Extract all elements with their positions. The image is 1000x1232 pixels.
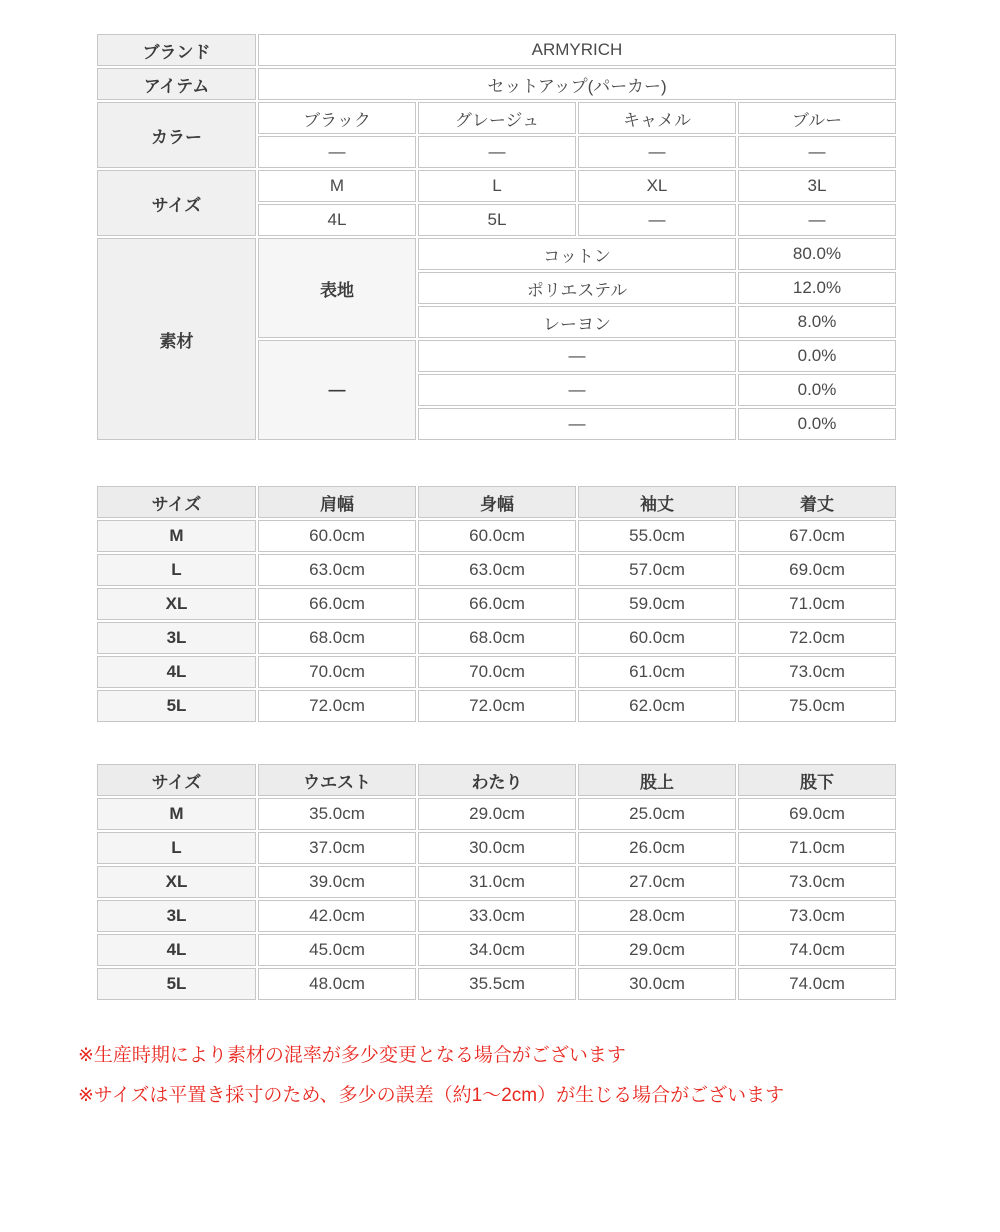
material-percent: 0.0% — [738, 340, 896, 372]
color-option: — — [738, 136, 896, 168]
measurement-value: 66.0cm — [258, 588, 416, 620]
table-row — [97, 622, 896, 654]
table-row-brand — [97, 34, 896, 66]
measurement-value: 68.0cm — [418, 622, 576, 654]
measurement-value: 69.0cm — [738, 798, 896, 830]
size-option: XL — [578, 170, 736, 202]
measurement-value: 74.0cm — [738, 968, 896, 1000]
measurement-value: 35.5cm — [418, 968, 576, 1000]
color-option: — — [418, 136, 576, 168]
measurement-value: 73.0cm — [738, 900, 896, 932]
measurement-value: 55.0cm — [578, 520, 736, 552]
material-percent: 8.0% — [738, 306, 896, 338]
size-row-label: M — [97, 520, 256, 552]
color-option: グレージュ — [418, 102, 576, 134]
table-header-row — [97, 764, 896, 796]
material-name: レーヨン — [418, 306, 736, 338]
measurement-value: 67.0cm — [738, 520, 896, 552]
measurement-value: 63.0cm — [418, 554, 576, 586]
material-name: — — [418, 408, 736, 440]
size-row-label: L — [97, 554, 256, 586]
tops-measurement-table — [95, 484, 898, 724]
note-size-disclaimer: ※サイズは平置き採寸のため、多少の誤差（約1～2cm）が生じる場合がございます — [78, 1085, 785, 1106]
color-option: ブラック — [258, 102, 416, 134]
measurement-value: 69.0cm — [738, 554, 896, 586]
measurement-value: 63.0cm — [258, 554, 416, 586]
measurement-value: 37.0cm — [258, 832, 416, 864]
size-row-label: 4L — [97, 934, 256, 966]
disclaimer-notes — [78, 1036, 1000, 1116]
material-name: ポリエステル — [418, 272, 736, 304]
size-row-label: XL — [97, 866, 256, 898]
column-header: サイズ — [97, 486, 256, 518]
table-row-item — [97, 68, 896, 100]
pants-measurement-table — [95, 762, 898, 1002]
size-row-label: 5L — [97, 690, 256, 722]
measurement-value: 26.0cm — [578, 832, 736, 864]
material-group-label: — — [258, 340, 416, 440]
size-label: サイズ — [97, 170, 256, 236]
size-option: M — [258, 170, 416, 202]
table-row — [97, 690, 896, 722]
measurement-value: 71.0cm — [738, 588, 896, 620]
size-option: 5L — [418, 204, 576, 236]
column-header: 股上 — [578, 764, 736, 796]
measurement-value: 73.0cm — [738, 656, 896, 688]
measurement-value: 60.0cm — [578, 622, 736, 654]
size-row-label: 3L — [97, 622, 256, 654]
column-header: サイズ — [97, 764, 256, 796]
measurement-value: 29.0cm — [578, 934, 736, 966]
table-row — [97, 900, 896, 932]
size-row-label: M — [97, 798, 256, 830]
material-percent: 0.0% — [738, 374, 896, 406]
column-header: 着丈 — [738, 486, 896, 518]
material-name: コットン — [418, 238, 736, 270]
material-name: — — [418, 374, 736, 406]
size-option: — — [578, 204, 736, 236]
measurement-value: 68.0cm — [258, 622, 416, 654]
table-row — [97, 656, 896, 688]
measurement-value: 34.0cm — [418, 934, 576, 966]
measurement-value: 48.0cm — [258, 968, 416, 1000]
material-percent: 0.0% — [738, 408, 896, 440]
item-value: セットアップ(パーカー) — [258, 68, 896, 100]
table-row — [97, 588, 896, 620]
measurement-value: 30.0cm — [418, 832, 576, 864]
size-row-label: 5L — [97, 968, 256, 1000]
measurement-value: 61.0cm — [578, 656, 736, 688]
measurement-value: 42.0cm — [258, 900, 416, 932]
size-row-label: 3L — [97, 900, 256, 932]
table-row — [97, 520, 896, 552]
measurement-value: 71.0cm — [738, 832, 896, 864]
measurement-value: 25.0cm — [578, 798, 736, 830]
color-option: — — [258, 136, 416, 168]
measurement-value: 72.0cm — [418, 690, 576, 722]
color-option: キャメル — [578, 102, 736, 134]
table-row — [97, 798, 896, 830]
brand-value: ARMYRICH — [258, 34, 896, 66]
column-header: ウエスト — [258, 764, 416, 796]
table-row — [97, 866, 896, 898]
measurement-value: 73.0cm — [738, 866, 896, 898]
color-option: — — [578, 136, 736, 168]
measurement-value: 28.0cm — [578, 900, 736, 932]
material-group-label: 表地 — [258, 238, 416, 338]
table-row — [97, 832, 896, 864]
column-header: わたり — [418, 764, 576, 796]
size-option: — — [738, 204, 896, 236]
measurement-value: 30.0cm — [578, 968, 736, 1000]
measurement-value: 70.0cm — [418, 656, 576, 688]
size-row-label: L — [97, 832, 256, 864]
size-option: L — [418, 170, 576, 202]
item-label: アイテム — [97, 68, 256, 100]
measurement-value: 33.0cm — [418, 900, 576, 932]
measurement-value: 60.0cm — [258, 520, 416, 552]
note-material-disclaimer: ※生産時期により素材の混率が多少変更となる場合がございます — [78, 1045, 626, 1066]
table-row — [97, 968, 896, 1000]
product-spec-table — [95, 32, 898, 442]
size-option: 4L — [258, 204, 416, 236]
table-row-colors — [97, 102, 896, 134]
column-header: 股下 — [738, 764, 896, 796]
measurement-value: 72.0cm — [258, 690, 416, 722]
measurement-value: 57.0cm — [578, 554, 736, 586]
table-row — [97, 934, 896, 966]
measurement-value: 74.0cm — [738, 934, 896, 966]
column-header: 身幅 — [418, 486, 576, 518]
measurement-value: 62.0cm — [578, 690, 736, 722]
color-option: ブルー — [738, 102, 896, 134]
measurement-value: 59.0cm — [578, 588, 736, 620]
measurement-value: 31.0cm — [418, 866, 576, 898]
measurement-value: 60.0cm — [418, 520, 576, 552]
material-name: — — [418, 340, 736, 372]
material-percent: 80.0% — [738, 238, 896, 270]
material-percent: 12.0% — [738, 272, 896, 304]
material-label: 素材 — [97, 238, 256, 440]
measurement-value: 29.0cm — [418, 798, 576, 830]
table-row-sizes — [97, 170, 896, 202]
measurement-value: 72.0cm — [738, 622, 896, 654]
size-row-label: XL — [97, 588, 256, 620]
column-header: 袖丈 — [578, 486, 736, 518]
brand-label: ブランド — [97, 34, 256, 66]
measurement-value: 75.0cm — [738, 690, 896, 722]
table-row — [97, 554, 896, 586]
measurement-value: 66.0cm — [418, 588, 576, 620]
measurement-value: 39.0cm — [258, 866, 416, 898]
table-header-row — [97, 486, 896, 518]
size-row-label: 4L — [97, 656, 256, 688]
column-header: 肩幅 — [258, 486, 416, 518]
measurement-value: 27.0cm — [578, 866, 736, 898]
measurement-value: 45.0cm — [258, 934, 416, 966]
color-label: カラー — [97, 102, 256, 168]
measurement-value: 70.0cm — [258, 656, 416, 688]
table-row-material — [97, 238, 896, 270]
measurement-value: 35.0cm — [258, 798, 416, 830]
size-option: 3L — [738, 170, 896, 202]
